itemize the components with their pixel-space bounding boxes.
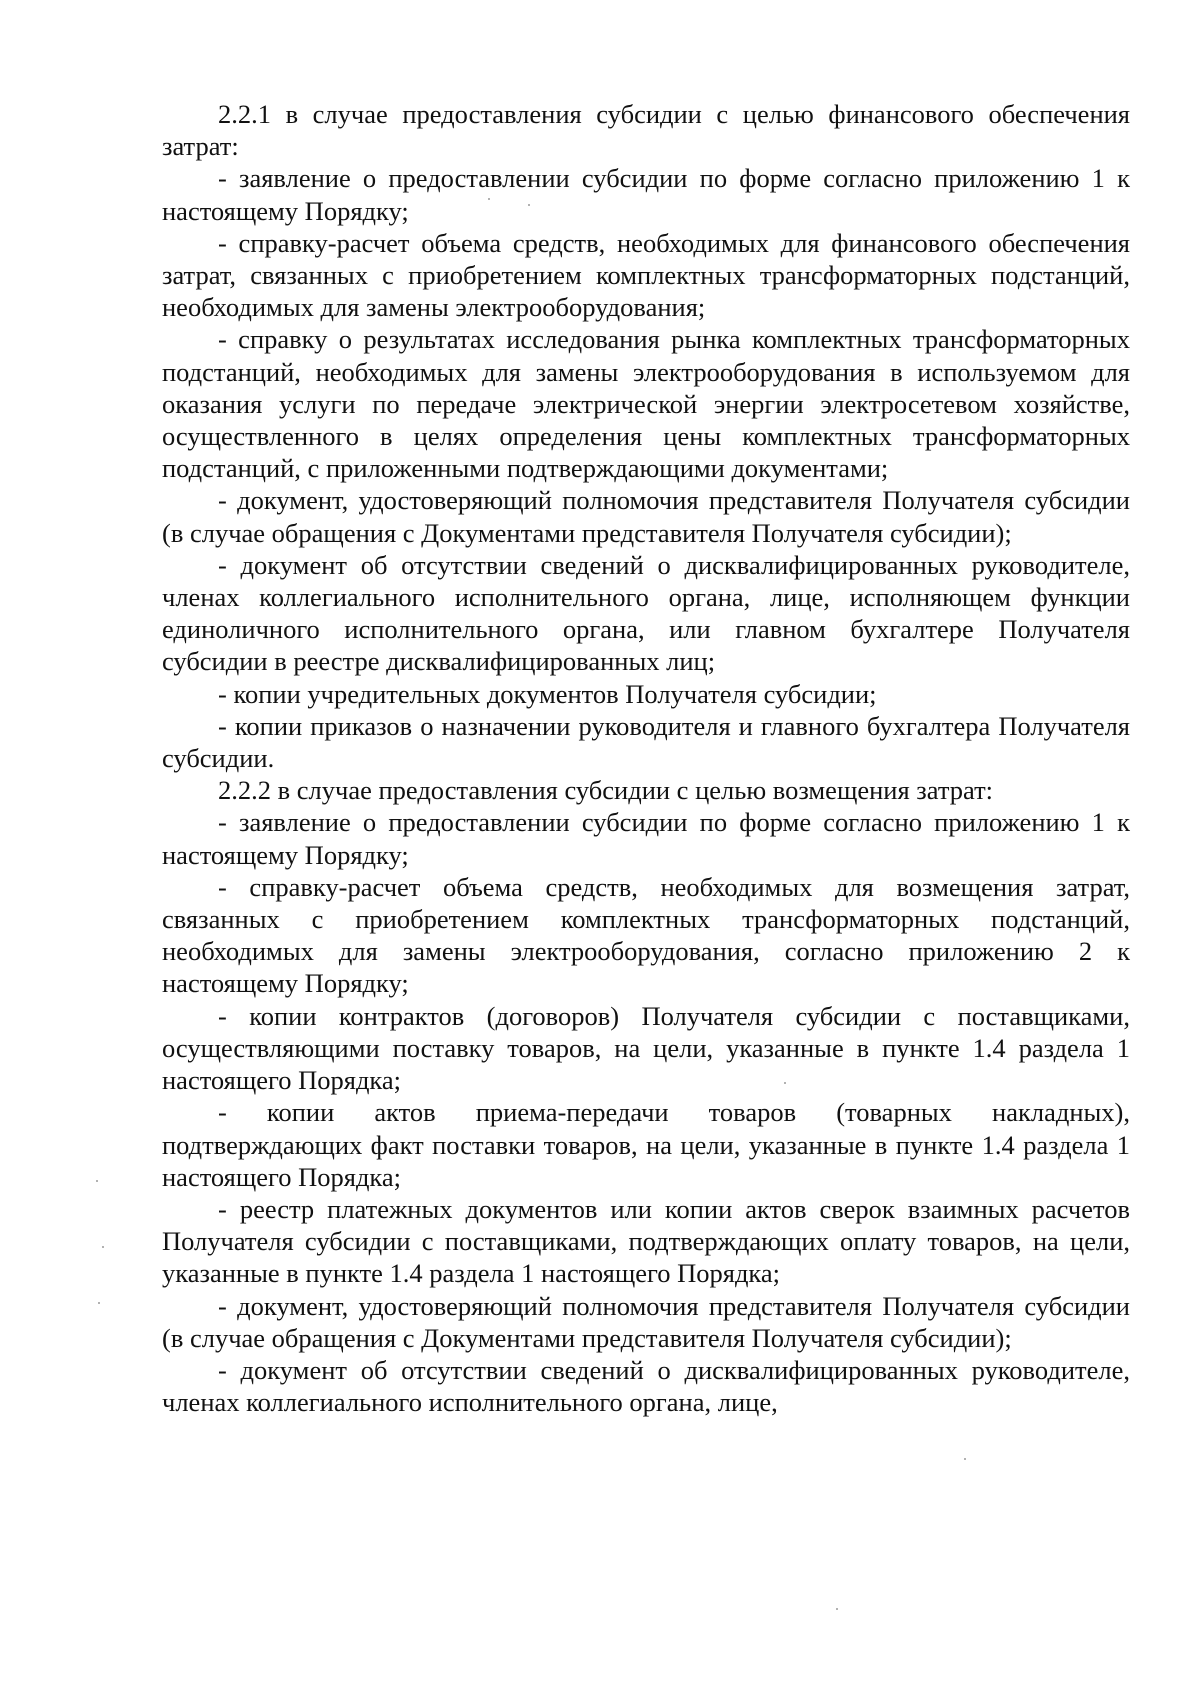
list-item: - справку-расчет объема средств, необходимых для возмещения затрат, связанных с приобретением комплектных трансформаторных подстанций, необходимых для замены электрооборудования, согласно приложению 2 к настоящему Порядку; [162, 871, 1130, 999]
list-item: - заявление о предоставлении субсидии по форме согласно приложению 1 к настоящему Порядку; [162, 163, 1130, 226]
list-item: - копии контрактов (договоров) Получателя субсидии с поставщиками, осуществляющими поставку товаров, на цели, указанные в пункте 1.4 раздела 1 настоящего Порядка; [162, 1000, 1130, 1096]
list-item: - копии учредительных документов Получателя субсидии; [218, 678, 877, 709]
list-item: - заявление о предоставлении субсидии по форме согласно приложению 1 к настоящему Порядку; [162, 807, 1130, 870]
scan-speck [964, 1458, 966, 1460]
list-item: - копии актов приема-передачи товаров (товарных накладных), подтверждающих факт поставки товаров, на цели, указанные в пункте 1.4 раздела 1 настоящего Порядка; [162, 1097, 1130, 1192]
list-item: - справку-расчет объема средств, необходимых для финансового обеспечения затрат, связанных с приобретением комплектных трансформаторных подстанций, необходимых для замены электрооборудования; [162, 227, 1130, 323]
clause-2-2-1-heading: 2.2.1 в случае предоставления субсидии с целью финансового обеспечения затрат: [162, 99, 1130, 162]
document-body [162, 98, 1130, 1418]
scan-speck [528, 204, 530, 206]
scan-speck [784, 1082, 786, 1084]
scan-speck [98, 1302, 100, 1304]
list-item: - документ, удостоверяющий полномочия представителя Получателя субсидии (в случае обращения с Документами представителя Получателя субсидии); [162, 485, 1130, 548]
list-item: - документ об отсутствии сведений о дисквалифицированных руководителе, членах коллегиального исполнительного органа, лице, [162, 1354, 1130, 1418]
list-item: - реестр платежных документов или копии актов сверок взаимных расчетов Получателя субсидии с поставщиками, подтверждающих оплату товаров, на цели, указанные в пункте 1.4 раздела 1 настоящего Порядка; [162, 1193, 1130, 1289]
scan-speck [102, 1246, 104, 1248]
scan-speck [836, 1608, 838, 1610]
list-item: - документ, удостоверяющий полномочия представителя Получателя субсидии (в случае обращения с Документами представителя Получателя субсидии); [162, 1290, 1130, 1353]
clause-2-2-2-heading: 2.2.2 в случае предоставления субсидии с целью возмещения затрат: [218, 775, 994, 806]
list-item: - копии приказов о назначении руководителя и главного бухгалтера Получателя субсидии. [162, 710, 1130, 774]
list-item: - документ об отсутствии сведений о дисквалифицированных руководителе, членах коллегиального исполнительного органа, лице, исполняющем функции единоличного исполнительного органа, или главном бухгалтере Получателя субсидии в реестре дисквалифицированных лиц; [162, 549, 1130, 677]
scan-speck [96, 1180, 98, 1182]
scan-speck [488, 198, 490, 200]
list-item: - справку о результатах исследования рынка комплектных трансформаторных подстанций, необходимых для замены электрооборудования в используемом для оказания услуги по передаче электрической энергии электросетевом хозяйстве, осуществленного в целях определения цены комплектных трансформаторных подстанций, с приложенными подтверждающими документами; [162, 324, 1130, 484]
